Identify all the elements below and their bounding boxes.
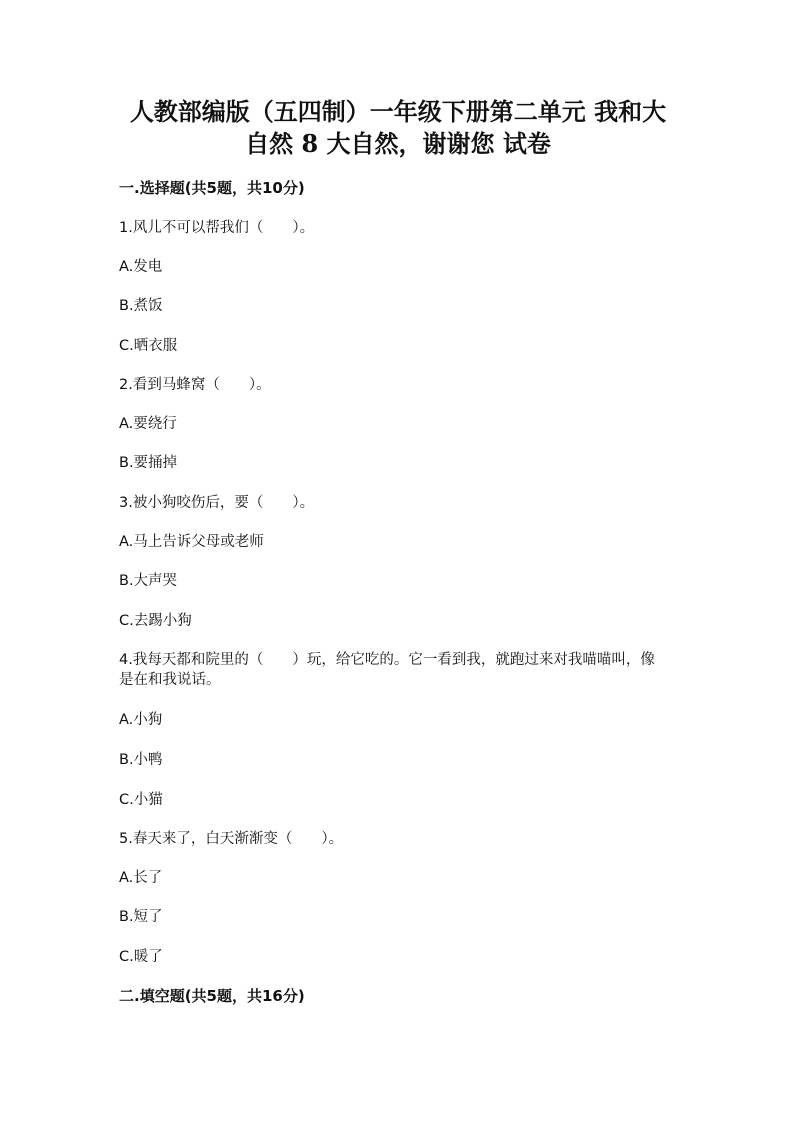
- question-2-option-b: B.要捅掉: [119, 455, 178, 471]
- question-2-stem: 2.看到马蜂窝（ ）。: [119, 377, 271, 393]
- question-4-stem: 4.我每天都和院里的（ ）玩，给它吃的。它一看到我，就跑过来对我喵喵叫，像是在和我说话。: [119, 652, 655, 688]
- question-4-option-c: C.小猫: [119, 792, 163, 808]
- question-1-option-a: A.发电: [119, 259, 163, 275]
- question-5-option-c: C.暖了: [119, 949, 163, 965]
- question-4-option-a: A.小狗: [119, 712, 163, 728]
- section-heading-multiple-choice: 一.选择题(共5题，共10分): [119, 179, 305, 197]
- question-5-option-b: B.短了: [119, 909, 163, 925]
- question-3-option-c: C.去踢小狗: [119, 613, 192, 629]
- page-title: 人教部编版（五四制）一年级下册第二单元 我和大 自然 8 大自然，谢谢您 试卷: [129, 97, 667, 158]
- question-3-stem: 3.被小狗咬伤后，要（ ）。: [119, 495, 315, 511]
- question-5-stem: 5.春天来了，白天渐渐变（ ）。: [119, 831, 344, 847]
- question-1-option-c: C.晒衣服: [119, 338, 178, 354]
- question-3-option-b: B.大声哭: [119, 573, 178, 589]
- question-1-stem: 1.风儿不可以帮我们（ ）。: [119, 220, 315, 236]
- question-1-option-b: B.煮饭: [119, 298, 163, 314]
- section-heading-fill-in-blank: 二.填空题(共5题，共16分): [119, 987, 305, 1005]
- question-3-option-a: A.马上告诉父母或老师: [119, 534, 264, 550]
- question-5-option-a: A.长了: [119, 870, 163, 886]
- question-4-option-b: B.小鸭: [119, 752, 163, 768]
- question-2-option-a: A.要绕行: [119, 416, 177, 432]
